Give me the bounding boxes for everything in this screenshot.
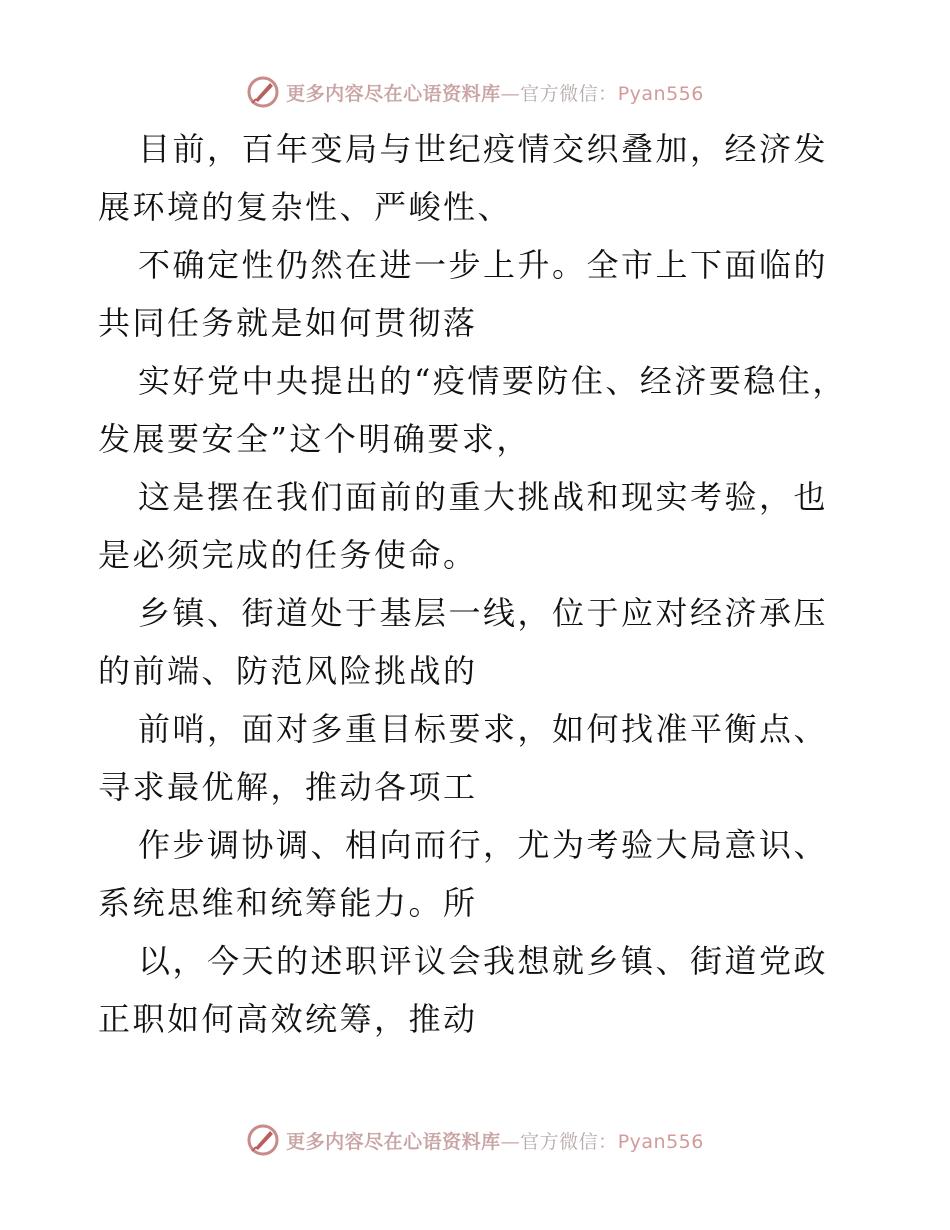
paragraph-8: 以，今天的述职评议会我想就乡镇、街道党政正职如何高效统筹，推动: [98, 942, 829, 1038]
banner-official-label: 官方微信：: [520, 82, 618, 105]
banner-main-text: 更多内容尽在心语资料库: [286, 1130, 501, 1153]
paragraph-3: 实好党中央提出的“疫情要防住、经济要稳住，发展要安全”这个明确要求，: [98, 362, 847, 458]
banner-text: [286, 79, 704, 106]
banner-inner: [246, 75, 704, 109]
paragraph-6: 前哨，面对多重目标要求，如何找准平衡点、寻求最优解，推动各项工: [98, 710, 829, 806]
banner-text: [286, 1127, 704, 1154]
paragraph-4: 这是摆在我们面前的重大挑战和现实考验，也是必须完成的任务使命。: [98, 478, 829, 574]
header-banner: [0, 72, 950, 112]
banner-inner: [246, 1123, 704, 1157]
banner-handle: Pyan556: [617, 1130, 704, 1153]
paragraph-1: 目前，百年变局与世纪疫情交织叠加，经济发展环境的复杂性、严峻性、: [98, 130, 829, 226]
quill-logo-icon: [246, 75, 280, 109]
quill-logo-icon: [246, 1123, 280, 1157]
footer-banner: [0, 1120, 950, 1160]
paragraph-7: 作步调协调、相向而行，尤为考验大局意识、系统思维和统筹能力。所: [98, 826, 829, 922]
banner-handle: Pyan556: [617, 82, 704, 105]
paragraph-2: 不确定性仍然在进一步上升。全市上下面临的共同任务就是如何贯彻落: [98, 246, 829, 342]
banner-main-text: 更多内容尽在心语资料库: [286, 82, 501, 105]
banner-dash: —: [500, 82, 521, 105]
paragraph-5: 乡镇、街道处于基层一线，位于应对经济承压的前端、防范风险挑战的: [98, 594, 829, 690]
banner-dash: —: [500, 1130, 521, 1153]
document-body: [98, 120, 858, 1048]
banner-official-label: 官方微信：: [520, 1130, 618, 1153]
